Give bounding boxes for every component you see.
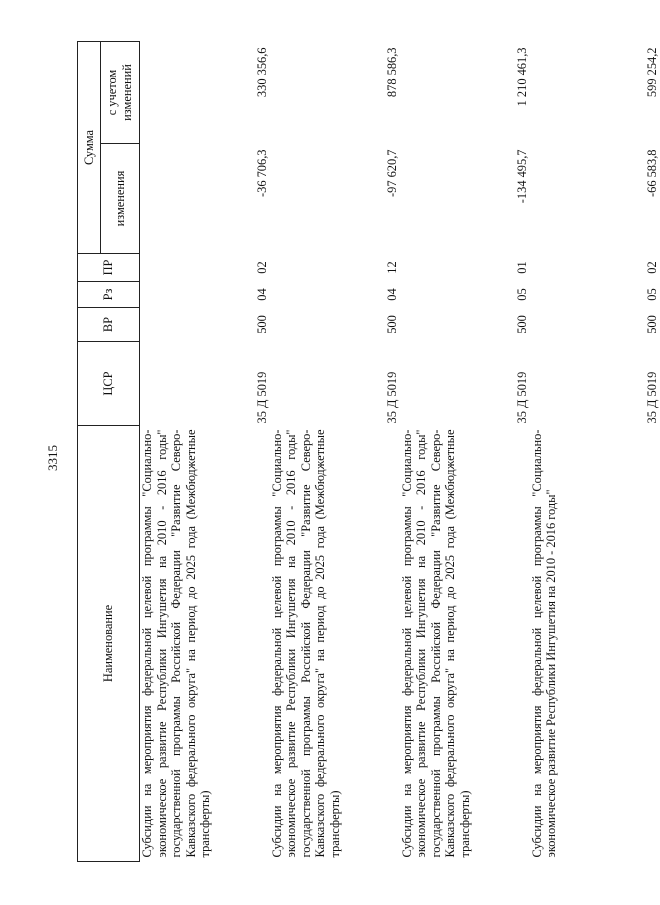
row-total: 330 356,6 <box>254 47 269 98</box>
row-csr: 35 Д 5019 <box>514 371 529 424</box>
row-vr: 500 <box>384 315 399 334</box>
budget-table-sheet <box>77 42 659 862</box>
column-header-change: изменения <box>101 144 140 254</box>
row-pr: 02 <box>644 261 659 274</box>
row-total: 599 254,2 <box>644 47 659 98</box>
row-total: 1 210 461,3 <box>514 47 529 107</box>
column-header-sum: Сумма <box>78 42 101 254</box>
row-rz: 05 <box>644 288 659 301</box>
row-pr: 02 <box>254 261 269 274</box>
row-rz: 05 <box>514 288 529 301</box>
row-csr: 35 Д 5019 <box>254 371 269 424</box>
column-header-pr: ПР <box>78 254 140 282</box>
row-change: -97 620,7 <box>384 149 399 197</box>
row-change: -36 706,3 <box>254 149 269 197</box>
row-csr: 35 Д 5019 <box>384 371 399 424</box>
column-header-name: Наименование <box>78 426 140 862</box>
row-change: -66 583,8 <box>644 149 659 197</box>
row-name: Субсидии на мероприятия федеральной целевой программы "Социально-экономическое развитие Республики Ингушетия на 2010 - 2016 годы" государственной программы Российской Федерации "Развитие Северо-Кавказского федерального округа" на период до 2025 года (Межбюджетные трансферты) <box>399 429 472 858</box>
column-header-rz: Рз <box>78 282 140 308</box>
row-vr: 500 <box>254 315 269 334</box>
row-pr: 12 <box>384 261 399 274</box>
row-csr: 35 Д 5019 <box>644 371 659 424</box>
column-header-csr: ЦСР <box>78 342 140 426</box>
row-vr: 500 <box>514 315 529 334</box>
row-total: 878 586,3 <box>384 47 399 98</box>
row-rz: 04 <box>384 288 399 301</box>
table-row <box>530 42 660 862</box>
table-row <box>400 42 530 862</box>
table-row <box>140 42 270 862</box>
row-pr: 01 <box>514 261 529 274</box>
row-name: Субсидии на мероприятия федеральной целевой программы "Социально-экономическое развитие Республики Ингушетия на 2010 - 2016 годы" государственной программы Российской Федерации "Развитие Северо-Кавказского федерального округа" на период до 2025 года (Межбюджетные трансферты) <box>140 429 213 858</box>
row-name: Субсидии на мероприятия федеральной целевой программы "Социально-экономическое развитие Республики Ингушетия на 2010 - 2016 годы" <box>529 429 559 858</box>
row-name: Субсидии на мероприятия федеральной целевой программы "Социально-экономическое развитие Республики Ингушетия на 2010 - 2016 годы" государственной программы Российской Федерации "Развитие Северо-Кавказского федерального округа" на период до 2025 года (Межбюджетные трансферты) <box>269 429 342 858</box>
row-rz: 04 <box>254 288 269 301</box>
row-vr: 500 <box>644 315 659 334</box>
page-number: 3315 <box>45 445 60 471</box>
row-change: -134 495,7 <box>514 149 529 204</box>
column-header-vr: ВР <box>78 308 140 342</box>
column-header-with-change: с учетом изменений <box>101 42 140 144</box>
table-row <box>270 42 400 862</box>
budget-table <box>77 41 660 862</box>
